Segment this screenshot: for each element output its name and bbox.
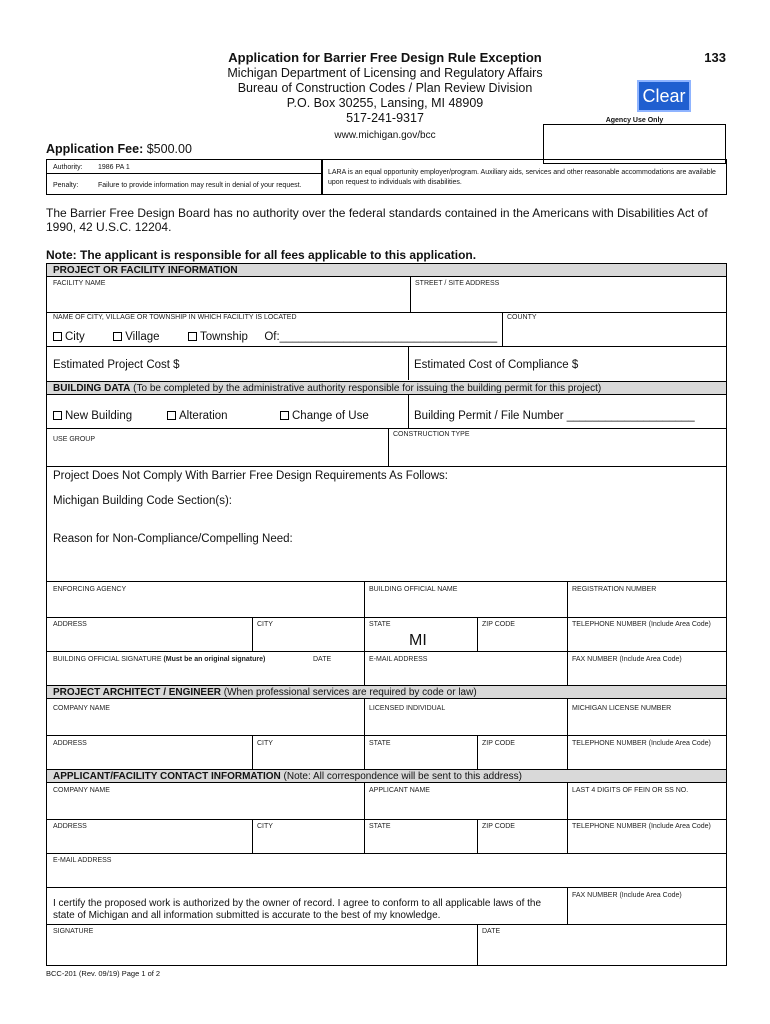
bureau-name: Bureau of Construction Codes / Plan Review Division bbox=[237, 81, 533, 95]
official-fax-field[interactable]: FAX NUMBER (Include Area Code) bbox=[572, 656, 682, 663]
city-checkbox[interactable]: City bbox=[53, 331, 85, 343]
department-name: Michigan Department of Licensing and Regulatory Affairs bbox=[227, 66, 543, 80]
fee-label: Application Fee: bbox=[46, 142, 144, 156]
official-name-field[interactable]: BUILDING OFFICIAL NAME bbox=[369, 586, 458, 593]
applicant-name-field[interactable]: APPLICANT NAME bbox=[369, 787, 430, 794]
architect-state-field[interactable]: STATE bbox=[369, 740, 391, 747]
official-state-label: STATE bbox=[369, 621, 391, 628]
agency-use-label: Agency Use Only bbox=[605, 117, 664, 124]
applicant-state-field[interactable]: STATE bbox=[369, 823, 391, 830]
architect-address-field[interactable]: ADDRESS bbox=[53, 740, 87, 747]
phone-number: 517-241-9317 bbox=[346, 111, 424, 125]
construction-type-field[interactable]: CONSTRUCTION TYPE bbox=[393, 431, 470, 438]
reason-field[interactable]: Reason for Non-Compliance/Compelling Need: bbox=[53, 533, 293, 545]
clear-button[interactable]: Clear bbox=[637, 80, 691, 112]
application-form bbox=[46, 263, 727, 966]
website: www.michigan.gov/bcc bbox=[334, 130, 436, 141]
certification-statement: I certify the proposed work is authorized by the owner of record. I agree to conform to all applicable laws of the state of Michigan and all information submitted is accurate to the best of my knowledge. bbox=[53, 898, 542, 921]
alteration-checkbox[interactable]: Alteration bbox=[167, 409, 228, 423]
board-notice: The Barrier Free Design Board has no authority over the federal standards contained in the Americans with Disabilities Act of 1990, 42 U.S.C. 12204. bbox=[46, 206, 708, 234]
applicant-heading: APPLICANT/FACILITY CONTACT INFORMATION (Note: All correspondence will be sent to this address) bbox=[47, 769, 726, 783]
building-heading: BUILDING DATA (To be completed by the administrative authority responsible for issuing the building permit for this project) bbox=[47, 381, 726, 395]
applicant-fax-field[interactable]: FAX NUMBER (Include Area Code) bbox=[572, 892, 682, 899]
penalty-value: Failure to provide information may result in denial of your request. bbox=[98, 182, 302, 189]
official-zip-field[interactable]: ZIP CODE bbox=[482, 621, 515, 628]
form-number: 133 bbox=[704, 50, 726, 65]
official-email-field[interactable]: E-MAIL ADDRESS bbox=[369, 656, 428, 663]
enforcing-agency-field[interactable]: ENFORCING AGENCY bbox=[53, 586, 127, 593]
mailing-address: P.O. Box 30255, Lansing, MI 48909 bbox=[286, 96, 484, 110]
change-of-use-checkbox[interactable]: Change of Use bbox=[280, 409, 369, 423]
project-heading: PROJECT OR FACILITY INFORMATION bbox=[47, 264, 726, 277]
applicant-zip-field[interactable]: ZIP CODE bbox=[482, 823, 515, 830]
county-field[interactable]: COUNTY bbox=[507, 314, 537, 321]
estimated-project-cost[interactable]: Estimated Project Cost $ bbox=[53, 359, 180, 371]
application-fee bbox=[46, 142, 192, 156]
noncompliance-statement: Project Does Not Comply With Barrier Free Design Requirements As Follows: bbox=[53, 470, 448, 482]
street-address-field[interactable]: STREET / SITE ADDRESS bbox=[415, 280, 500, 287]
township-checkbox[interactable]: Township bbox=[188, 331, 248, 343]
applicant-company-field[interactable]: COMPANY NAME bbox=[53, 787, 110, 794]
architect-zip-field[interactable]: ZIP CODE bbox=[482, 740, 515, 747]
building-permit-field[interactable]: Building Permit / File Number ____________________ bbox=[414, 410, 695, 422]
applicant-city-field[interactable]: CITY bbox=[257, 823, 273, 830]
signature-date-field[interactable]: DATE bbox=[482, 928, 501, 935]
authority-box bbox=[46, 159, 322, 195]
applicant-telephone-field[interactable]: TELEPHONE NUMBER (Include Area Code) bbox=[572, 823, 711, 830]
registration-number-field[interactable]: REGISTRATION NUMBER bbox=[572, 586, 657, 593]
new-building-checkbox[interactable]: New Building bbox=[53, 409, 132, 423]
agency-use-box bbox=[543, 124, 726, 164]
architect-heading: PROJECT ARCHITECT / ENGINEER (When professional services are required by code or law) bbox=[47, 685, 726, 699]
code-sections-field[interactable]: Michigan Building Code Section(s): bbox=[53, 495, 232, 507]
licensed-individual-field[interactable]: LICENSED INDIVIDUAL bbox=[369, 705, 446, 712]
official-city-field[interactable]: CITY bbox=[257, 621, 273, 628]
official-address-field[interactable]: ADDRESS bbox=[53, 621, 87, 628]
lara-notice: LARA is an equal opportunity employer/program. Auxiliary aids, services and other reasonable accommodations are available upon request to individuals with disabilities. bbox=[322, 159, 727, 195]
estimated-compliance-cost[interactable]: Estimated Cost of Compliance $ bbox=[414, 359, 579, 371]
authority-key: Authority: bbox=[53, 164, 83, 171]
official-date-field[interactable]: DATE bbox=[313, 656, 332, 663]
architect-city-field[interactable]: CITY bbox=[257, 740, 273, 747]
facility-name-field[interactable]: FACILITY NAME bbox=[53, 280, 106, 287]
applicant-email-field[interactable]: E-MAIL ADDRESS bbox=[53, 857, 112, 864]
official-telephone-field[interactable]: TELEPHONE NUMBER (Include Area Code) bbox=[572, 621, 711, 628]
applicant-address-field[interactable]: ADDRESS bbox=[53, 823, 87, 830]
form-footer: BCC-201 (Rev. 09/19) Page 1 of 2 bbox=[46, 969, 161, 978]
fein-field[interactable]: LAST 4 DIGITS OF FEIN OR SS NO. bbox=[572, 787, 689, 794]
penalty-key: Penalty: bbox=[53, 182, 79, 189]
of-field[interactable]: Of:__________________________________ bbox=[264, 331, 498, 343]
official-state-value[interactable]: MI bbox=[409, 632, 427, 649]
municipality-options bbox=[53, 330, 497, 344]
signature-field[interactable]: SIGNATURE bbox=[53, 928, 94, 935]
city-name-label: NAME OF CITY, VILLAGE OR TOWNSHIP IN WHICH FACILITY IS LOCATED bbox=[53, 314, 297, 321]
authority-value: 1986 PA 1 bbox=[98, 164, 130, 171]
architect-telephone-field[interactable]: TELEPHONE NUMBER (Include Area Code) bbox=[572, 740, 711, 747]
fee-note: Note: The applicant is responsible for all fees applicable to this application. bbox=[46, 248, 477, 262]
village-checkbox[interactable]: Village bbox=[113, 331, 159, 343]
use-group-field[interactable]: USE GROUP bbox=[53, 436, 96, 443]
form-title: Application for Barrier Free Design Rule Exception bbox=[228, 50, 542, 65]
architect-company-field[interactable]: COMPANY NAME bbox=[53, 705, 110, 712]
license-number-field[interactable]: MICHIGAN LICENSE NUMBER bbox=[572, 705, 672, 712]
official-signature-field[interactable]: BUILDING OFFICIAL SIGNATURE (Must be an original signature) bbox=[53, 656, 266, 663]
fee-value: $500.00 bbox=[146, 142, 192, 156]
